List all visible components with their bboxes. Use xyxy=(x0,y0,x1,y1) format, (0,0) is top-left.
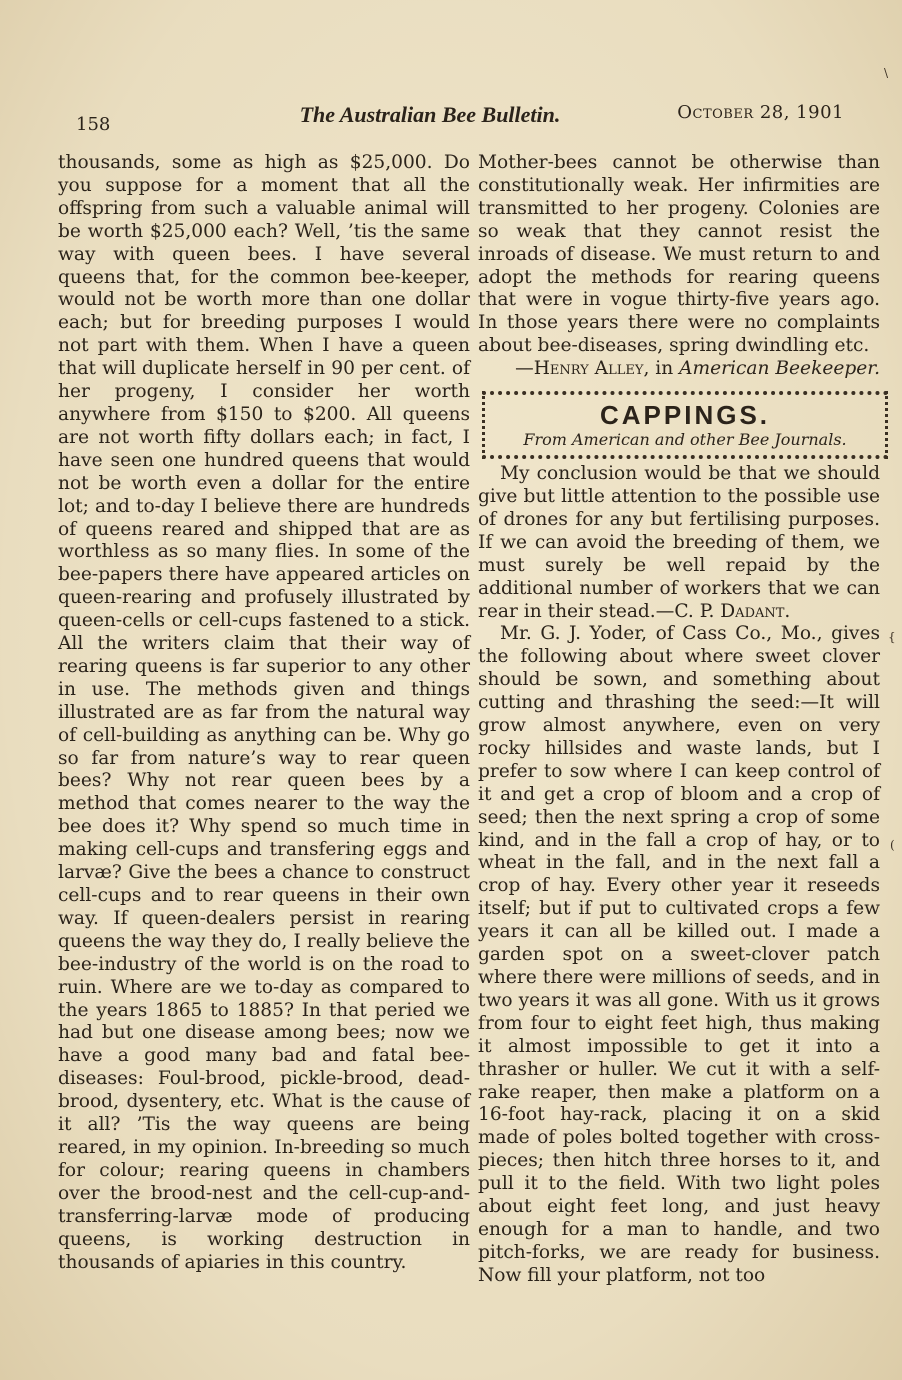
attribution-dash: — xyxy=(515,358,534,380)
cappings-section-header xyxy=(482,391,888,459)
left-column xyxy=(58,152,470,1274)
page-header xyxy=(70,100,860,135)
article-paragraph: Mother-bees cannot be otherwise than constitutionally weak. Her infirmities are transmitted to her progeny. Colonies are so weak that they cannot resist the inroads of disease. We must return to and adopt the methods for rearing queens that were in vogue thirty-five years ago. In those years there were no complaints about bee-diseases, spring dwindling etc. xyxy=(478,152,880,357)
margin-mark: { xyxy=(888,630,896,644)
attribution-author: Henry Alley xyxy=(533,358,644,380)
right-column xyxy=(478,152,880,1288)
margin-mark: ( xyxy=(890,838,895,852)
cappings-paragraph: Mr. G. J. Yoder, of Cass Co., Mo., gives the following about where sweet clover should be sown, and something about cutting and thrashing the seed:—It will grow almost anywhere, even on very rocky hillsides and waste lands, but I prefer to sow where I can keep control of it and get a crop of bloom and a crop of seed; then the next spring a crop of some kind, and in the fall a crop of hay, or to wheat in the fall, and in the next fall a crop of hay. Every other year it reseeds itself; but if put to cultivated crops a few years it can all be killed out. I made a garden spot on a sweet-clover patch where there were millions of seeds, and in two years it was all gone. With us it grows from four to eight feet high, thus making it almost impossible to get it into a thrasher or huller. We cut it with a self-rake reaper, then make a platform on a 16-foot hay-rack, placing it on a skid made of poles bolted together with cross-pieces; then hitch three horses to it, and pull it to the field. With two light poles about eight feet long, and just heavy enough for a man to handle, and two pitch-forks, we are ready for business. Now fill your platform, not too xyxy=(478,623,880,1286)
attribution-source: American Beekeeper. xyxy=(679,358,880,380)
issue-date: October 28, 1901 xyxy=(677,102,844,123)
cappings-title: CAPPINGS. xyxy=(599,400,771,431)
cappings-subtitle: From American and other Bee Journals. xyxy=(523,430,847,450)
cappings-paragraph-author: C. P. Dadant. xyxy=(674,600,791,622)
cappings-paragraph-text: My conclusion would be that we should give but little attention to the possible use of drones for any but fertilising purposes. If we can avoid the breeding of them, we must surely be well repaid by the additional number of workers that we can rear in their stead.— xyxy=(478,463,880,622)
cappings-paragraph xyxy=(478,463,880,623)
margin-mark: \ xyxy=(884,66,889,80)
page-number: 158 xyxy=(76,114,111,135)
article-attribution xyxy=(478,358,880,381)
attribution-in: , in xyxy=(643,358,680,380)
article-paragraph: thousands, some as high as $25,000. Do you suppose for a moment that all the offspring from such a valuable animal will be worth $25,000 each? Well, ’tis the same way with queen bees. I have several queens that, for the common bee-keeper, would not be worth more than one dollar each; but for breeding purposes I would not part with them. When I have a queen that will duplicate herself in 90 per cent. of her progeny, I consider her worth anywhere from $150 to $200. All queens are not worth fifty dollars each; in fact, I have seen one hundred queens that would not be worth even a dollar for the entire lot; and to-day I believe there are hundreds of queens reared and shipped that are as worthless as so many flies. In some of the bee-papers there have appeared articles on queen-rearing and profusely illustrated by queen-cells or cell-cups fastened to a stick. All the writers claim that their way of rearing queens is far superior to any other in use. The methods given and things illustrated are as far from the natural way of cell-building as anything can be. Why go so far from nature’s way to rear queen bees? Why not rear queen bees by a method that comes nearer to the way the bee does it? Why spend so much time in making cell-cups and transfering eggs and larvæ? Give the bees a chance to construct cell-cups and to rear queens in their own way. If queen-dealers persist in rearing queens the way they do, I really believe the bee-industry of the world is on the road to ruin. Where are we to-day as compared to the years 1865 to 1885? In that peried we had but one disease among bees; now we have a good many bad and fatal bee-diseases: Foul-brood, pickle-brood, dead-brood, dysentery, etc. What is the cause of it all? ’Tis the way queens are being reared, in my opinion. In-breeding so much for colour; rearing queens in chambers over the brood-nest and the cell-cup-and-transferring-larvæ mode of producing queens, is working destruction in thousands of apiaries in this country. xyxy=(58,152,470,1273)
journal-title: The Australian Bee Bulletin. xyxy=(299,102,561,127)
